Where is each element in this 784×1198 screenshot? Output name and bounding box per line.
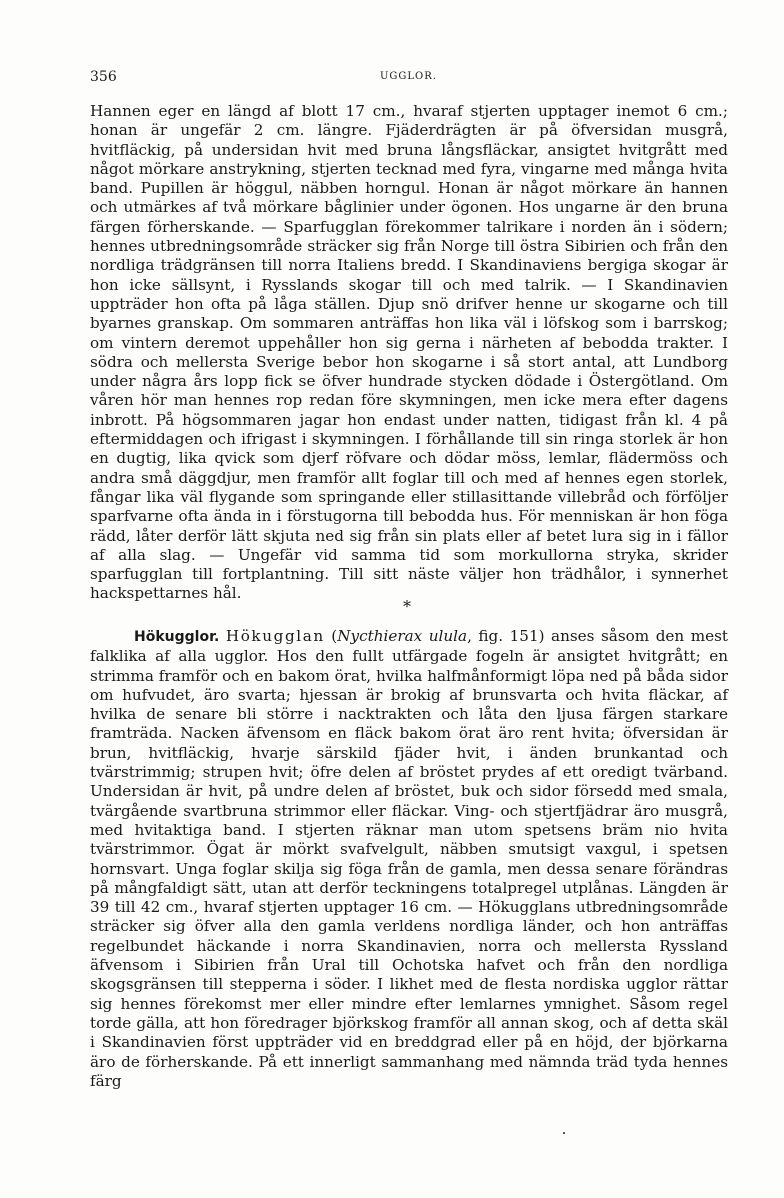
- section-heading: Hökugglor.: [134, 629, 220, 645]
- paragraph-sparfugglan: Hannen eger en längd af blott 17 cm., hvaraf stjerten upptager inemot 6 cm.; honan är ungefär 2 cm. längre. Fjäderdrägten är på öfversidan musgrå, hvitfläckig, på undersidan hvit med bruna långsfläckar, ansigtet hvitgrått med något mörkare anstrykning, stjerten tecknad med fyra, vingarne med många hvita band. Pupillen är höggul, näbben horngul. Honan är något mörkare än hannen och utmärkes af två mörkare båglinier under ögonen. Hos ungarne är den bruna färgen förherskande. — Sparfugglan förekommer talrikare i norden än i södern; hennes utbredningsområde sträcker sig från Norge till östra Sibirien och från den nordliga trädgränsen till norra Italiens bredd. I Skandinaviens bergiga skogar är hon icke sällsynt, i Rysslands skogar till och med talrik. — I Skandinavien uppträder hon ofta på låga ställen. Djup snö drifver henne ur skogarne och till byarnes granskap. Om sommaren anträffas hon lika väl i löfskog som i barrskog; om vintern deremot uppehåller hon sig gerna i närheten af bebodda trakter. I södra och mellersta Sverige bebor hon skogarne i så stort antal, att Lundborg under några års lopp fick se öfver hundrade stycken dödade i Östergötland. Om våren hör man hennes rop redan före skymningen, men icke mera efter dagens inbrott. På högsommaren jagar hon endast under natten, tidigast från kl. 4 på eftermiddagen och ifrigast i skymningen. I förhållande till sin ringa storlek är hon en dugtig, lika qvick som djerf röfvare och dödar möss, lemlar, flädermöss och andra små däggdjur, men framför allt foglar till och med af hennes egen storlek, fångar lika väl flygande som springande eller stillasittande villebråd och förföljer sparfvarne ofta ända in i förstugorna till bebodda hus. För menniskan är hon föga rädd, låter derför lätt skjuta ned sig från sin plats eller af betet lura sig in i fällor af alla slag. — Ungefär vid samma tid som morkullorna stryka, skrider sparfugglan till fortplantning. Till sitt näste väljer hon trädhålor, i synnerhet hackspettarnes hål.: [90, 102, 728, 603]
- page-header: [90, 69, 730, 89]
- section-separator: *: [403, 597, 411, 616]
- running-head: UGGLOR.: [380, 71, 437, 82]
- species-name: Hökugglan: [225, 627, 325, 645]
- page-number: 356: [90, 69, 117, 85]
- paragraph-hokugglor: [90, 627, 728, 1091]
- latin-name: Nycthierax ulula: [337, 627, 468, 645]
- body-text-open: (: [324, 627, 338, 645]
- ink-speck: [563, 1132, 565, 1134]
- body-text: , fig. 151) anses såsom den mest falklika af alla ugglor. Hos den fullt utfärgade fogeln är ansigtet hvitgrått; en strimma framför och en bakom örat, hvilka halfmånformigt löpa ned på båda sidor om hufvudet, äro svarta; hjessan är brokig af brunsvarta och hvita fläckar, af hvilka de senare bli större i nacktrakten och låta den ljusa färgen starkare framträda. Nacken äfvensom en fläck bakom örat äro rent hvita; öfversidan är brun, hvitfläckig, hvarje särskild fjäder hvit, i änden brunkantad och tvärstrimmig; strupen hvit; öfre delen af bröstet prydes af ett oredigt tvärband. Undersidan är hvit, på undre delen af bröstet, buk och sidor försedd med smala, tvärgående svartbruna strimmor eller fläckar. Ving- och stjertfjädrar äro musgrå, med hvitaktiga band. I stjerten räknar man utom spetsens bräm nio hvita tvärstrimmor. Ögat är mörkt svafvelgult, näbben smutsigt vaxgul, i spetsen hornsvart. Unga foglar skilja sig föga från de gamla, men dessa senare förändras på mångfaldigt sätt, utan att derför teckningens totalpregel utplånas. Längden är 39 till 42 cm., hvaraf stjerten upptager 16 cm. — Hökugglans utbredningsområde sträcker sig öfver alla den gamla verldens nordliga länder, och hon anträffas regelbundet häckande i norra Skandinavien, norra och mellersta Ryssland äfvensom i Sibirien från Ural till Ochotska hafvet och från den nordliga skogsgränsen till stepperna i söder. I likhet med de flesta nordiska ugglor rättar sig hennes förekomst mer eller mindre efter lemlarnes ymnighet. Såsom regel torde gälla, att hon föredrager björkskog framför all annan skog, och af detta skäl i Skandinavien först uppträder vid en breddgrad eller på en höjd, der björkarna äro de förherskande. På ett innerligt sammanhang med nämnda träd tyda hennes färg: [90, 627, 728, 1090]
